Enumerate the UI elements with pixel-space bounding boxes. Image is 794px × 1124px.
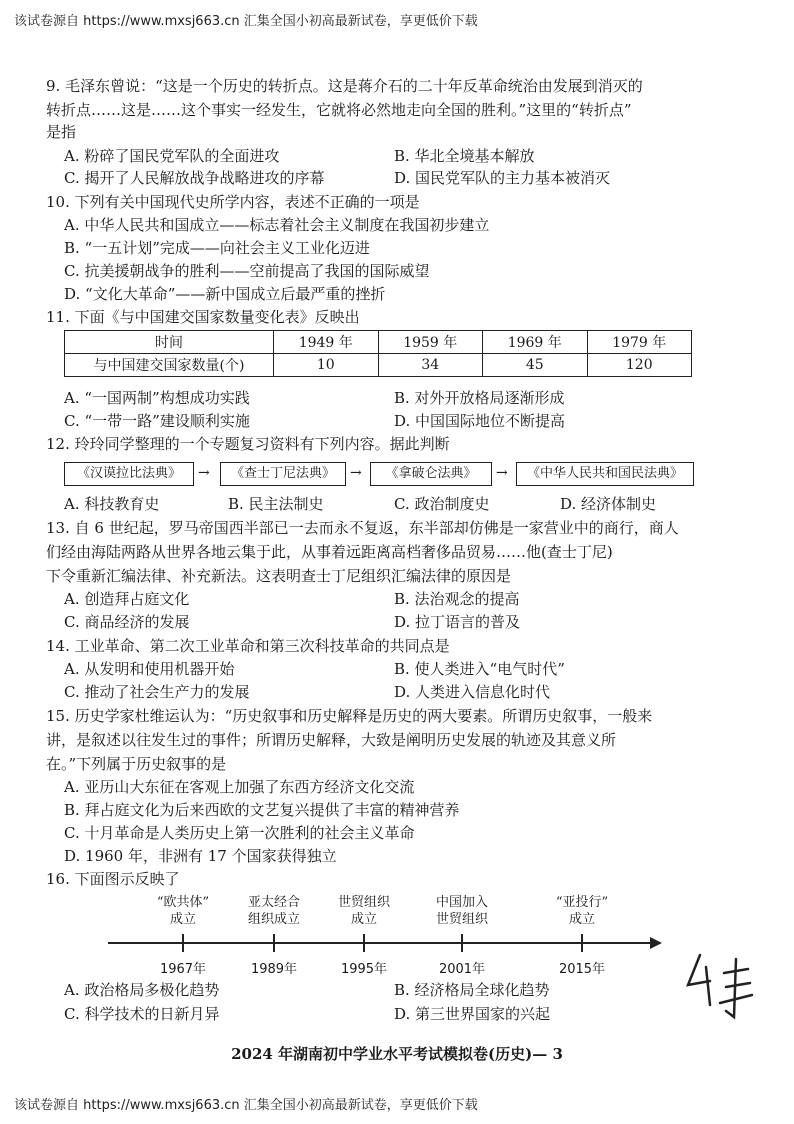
q13-option-c: C. 商品经济的发展 — [64, 613, 190, 631]
q14-option-c: C. 推动了社会生产力的发展 — [64, 683, 250, 701]
arrow-right-icon: → — [198, 465, 210, 481]
q12-option-a: A. 科技教育史 — [64, 495, 160, 513]
q12-option-d: D. 经济体制史 — [560, 495, 657, 513]
q11-option-a: A. “一国两制”构想成功实践 — [64, 389, 250, 407]
timeline-event-label — [527, 894, 637, 928]
table-cell: 34 — [378, 354, 483, 377]
q14-option-b: B. 使人类进入“电气时代” — [394, 660, 565, 678]
q16-option-d: D. 第三世界国家的兴起 — [394, 1005, 551, 1023]
timeline-event-line2: 成立 — [568, 912, 595, 927]
q13-stem-line3: 下令重新汇编法律、补充新法。这表明查士丁尼组织汇编法律的原因是 — [46, 567, 512, 585]
q9-option-b: B. 华北全境基本解放 — [394, 147, 535, 165]
q10-stem: 10. 下列有关中国现代史所学内容，表述不正确的一项是 — [46, 193, 420, 211]
q15-stem-line2: 讲，是叙述以往发生过的事件；所谓历史解释，大致是阐明历史发展的轨迹及其意义所 — [46, 731, 617, 749]
q13-option-a: A. 创造拜占庭文化 — [64, 590, 190, 608]
q13-option-d: D. 拉丁语言的普及 — [394, 613, 521, 631]
q15-option-a: A. 亚历山大东征在客观上加强了东西方经济文化交流 — [64, 778, 415, 796]
table-cell: 与中国建交国家数量(个) — [65, 354, 274, 377]
table-cell: 10 — [274, 354, 379, 377]
q15-option-d: D. 1960 年，非洲有 17 个国家获得独立 — [64, 847, 337, 865]
timeline-year: 2015年 — [558, 962, 606, 977]
timeline-event-label — [407, 894, 517, 928]
q11-option-d: D. 中国国际地位不断提高 — [394, 412, 566, 430]
q15-option-c: C. 十月革命是人类历史上第一次胜利的社会主义革命 — [64, 824, 415, 842]
timeline-year: 2001年 — [438, 962, 486, 977]
timeline-event-line2: 成立 — [350, 912, 377, 927]
flow-box-civil-code: 《中华人民共和国民法典》 — [516, 462, 694, 486]
q11-stem: 11. 下面《与中国建交国家数量变化表》反映出 — [46, 308, 360, 326]
q9-stem-line2: 转折点……这是……这个事实一经发生，它就将必然地走向全国的胜利。”这里的“转折点” — [46, 101, 632, 119]
q14-stem: 14. 工业革命、第二次工业革命和第三次科技革命的共同点是 — [46, 637, 450, 655]
q9-stem-line1: 9. 毛泽东曾说：“这是一个历史的转折点。这是蒋介石的二十年反革命统治由发展到消灭的 — [46, 77, 643, 95]
timeline-year: 1967年 — [159, 962, 207, 977]
timeline-event-line1: 中国加入 — [435, 895, 488, 910]
q15-stem-line3: 在。”下列属于历史叙事的是 — [46, 755, 227, 773]
timeline-year: 1995年 — [340, 962, 388, 977]
table-cell: 时间 — [65, 331, 274, 354]
timeline-event-line1: 世贸组织 — [337, 895, 390, 910]
timeline-year: 1989年 — [250, 962, 298, 977]
timeline-event-line1: “欧共体” — [156, 895, 210, 910]
q16-stem: 16. 下面图示反映了 — [46, 870, 180, 888]
table-cell: 120 — [587, 354, 692, 377]
q14-option-a: A. 从发明和使用机器开始 — [64, 660, 235, 678]
q13-option-b: B. 法治观念的提高 — [394, 590, 520, 608]
timeline-event-line2: 世贸组织 — [435, 912, 488, 927]
q13-stem-line2: 们经由海陆两路从世界各地云集于此，从事着远距离高档奢侈品贸易……他(查士丁尼) — [46, 543, 613, 561]
q9-option-d: D. 国民党军队的主力基本被消灭 — [394, 169, 611, 187]
q13-stem-line1: 13. 自 6 世纪起，罗马帝国西半部已一去而永不复返，东半部却仿佛是一家营业中的商行，商人 — [46, 519, 679, 537]
handwritten-mark — [680, 945, 760, 1025]
flow-box-napoleon: 《拿破仑法典》 — [370, 462, 492, 486]
arrow-right-icon: → — [496, 465, 508, 481]
q15-option-b: B. 拜占庭文化为后来西欧的文艺复兴提供了丰富的精神营养 — [64, 801, 460, 819]
q11-option-c: C. “一带一路”建设顺利实施 — [64, 412, 250, 430]
q16-option-c: C. 科学技术的日新月异 — [64, 1005, 220, 1023]
q14-option-d: D. 人类进入信息化时代 — [394, 683, 551, 701]
q12-option-b: B. 民主法制史 — [228, 495, 324, 513]
table-cell: 45 — [483, 354, 588, 377]
timeline-event-line2: 组织成立 — [247, 912, 300, 927]
q9-option-c: C. 揭开了人民解放战争战略进攻的序幕 — [64, 169, 325, 187]
timeline-event-label — [309, 894, 419, 928]
flow-box-justinian: 《查士丁尼法典》 — [220, 462, 346, 486]
q10-option-c: C. 抗美援朝战争的胜利——空前提高了我国的国际威望 — [64, 262, 430, 280]
page-footer-title: 2024 年湖南初中学业水平考试模拟卷(历史)— 3 — [231, 1045, 563, 1063]
table-cell: 1979 年 — [587, 331, 692, 354]
q12-stem: 12. 玲玲同学整理的一个专题复习资料有下列内容。据此判断 — [46, 435, 450, 453]
source-banner-top: 该试卷源自 https://www.mxsj663.cn 汇集全国小初高最新试卷，享更低价下载 — [14, 14, 478, 29]
q16-option-a: A. 政治格局多极化趋势 — [64, 981, 220, 999]
source-banner-bottom: 该试卷源自 https://www.mxsj663.cn 汇集全国小初高最新试卷，享更低价下载 — [14, 1098, 478, 1113]
q11-option-b: B. 对外开放格局逐渐形成 — [394, 389, 565, 407]
q15-stem-line1: 15. 历史学家杜维运认为：“历史叙事和历史解释是历史的两大要素。所谓历史叙事，一般来 — [46, 707, 653, 725]
arrow-right-icon: → — [350, 465, 362, 481]
table-cell: 1959 年 — [378, 331, 483, 354]
q10-option-a: A. 中华人民共和国成立——标志着社会主义制度在我国初步建立 — [64, 216, 490, 234]
q9-option-a: A. 粉碎了国民党军队的全面进攻 — [64, 147, 280, 165]
table-cell: 1949 年 — [274, 331, 379, 354]
timeline-arrowhead-icon — [650, 937, 662, 949]
q12-option-c: C. 政治制度史 — [394, 495, 490, 513]
table-cell: 1969 年 — [483, 331, 588, 354]
q9-stem-line3: 是指 — [46, 123, 77, 141]
q10-option-b: B. “一五计划”完成——向社会主义工业化迈进 — [64, 239, 370, 257]
timeline-event-line1: 亚太经合 — [247, 895, 300, 910]
timeline-event-line1: “亚投行” — [555, 895, 609, 910]
q16-option-b: B. 经济格局全球化趋势 — [394, 981, 550, 999]
flow-box-hammurabi: 《汉谟拉比法典》 — [64, 462, 194, 486]
timeline-event-line2: 成立 — [169, 912, 196, 927]
q10-option-d: D. “文化大革命”——新中国成立后最严重的挫折 — [64, 285, 386, 303]
